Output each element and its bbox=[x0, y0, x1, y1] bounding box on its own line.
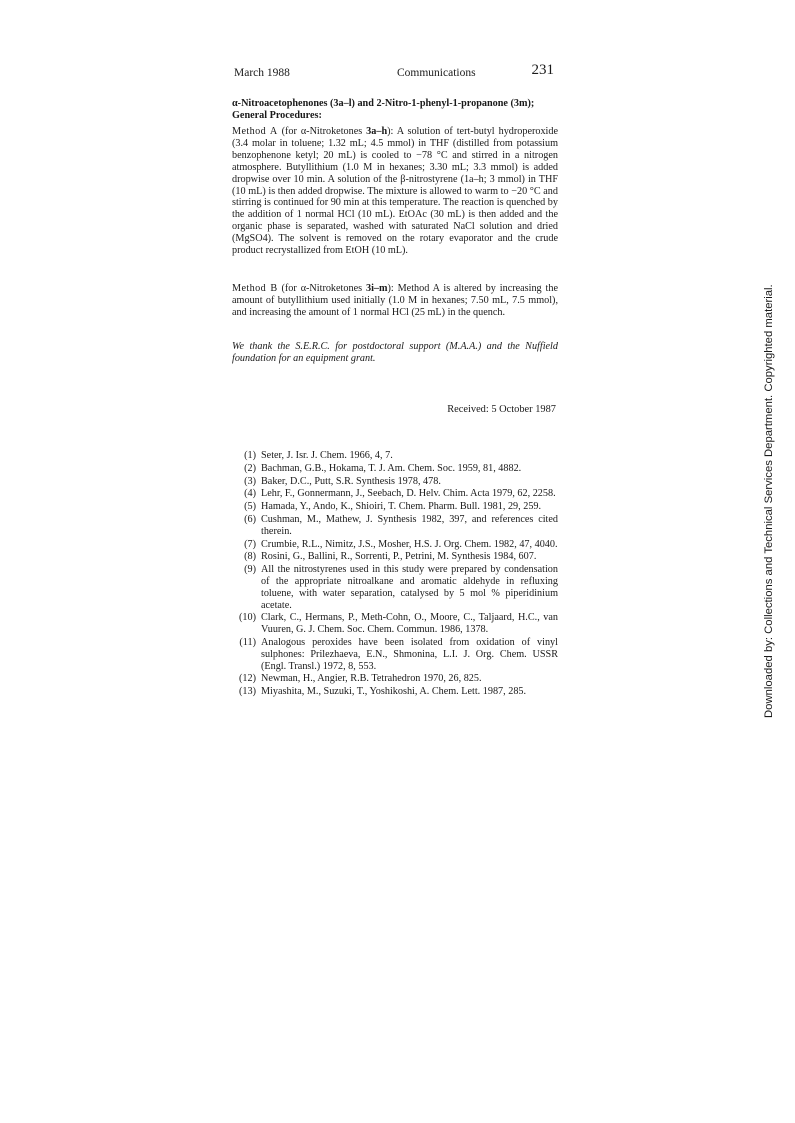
method-a-paragraph bbox=[232, 126, 558, 257]
method-b-text: ): Method A is altered by increasing the amount of butyllithium used initially (1.0 M in hexanes; 7.50 mL, 7.5 mmol), and increasing the amount of 1 normal HCl (25 mL) in the quench. bbox=[232, 283, 558, 318]
reference-item bbox=[232, 637, 558, 672]
reference-item bbox=[232, 539, 558, 551]
method-b-compound: 3i–m bbox=[365, 283, 388, 294]
reference-text: Seter, J. Isr. J. Chem. 1966, 4, 7. bbox=[261, 450, 393, 461]
reference-text: Cushman, M., Mathew, J. Synthesis 1982, 397, and references cited therein. bbox=[261, 513, 558, 537]
method-b-paragraph bbox=[232, 283, 558, 319]
reference-text: All the nitrostyrenes used in this study were prepared by condensation of the appropriate nitroalkane and aromatic aldehyde in refluxing toluene, with water separation, catalysed by 5 mol % piperidinium acetate. bbox=[261, 564, 558, 611]
reference-number: (13) bbox=[239, 686, 256, 698]
reference-item bbox=[232, 551, 558, 563]
reference-list bbox=[232, 450, 558, 699]
procedure-heading: α-Nitroacetophenones (3a–l) and 2-Nitro-1-phenyl-1-propanone (3m); General Procedures: bbox=[232, 98, 535, 121]
reference-number: (7) bbox=[244, 538, 256, 550]
issue-date: March 1988 bbox=[234, 67, 290, 79]
reference-item bbox=[232, 514, 558, 538]
reference-text: Newman, H., Angier, R.B. Tetrahedron 1970, 26, 825. bbox=[261, 673, 482, 685]
reference-item bbox=[232, 686, 558, 698]
reference-text: Rosini, G., Ballini, R., Sorrenti, P., Petrini, M. Synthesis 1984, 607. bbox=[261, 551, 537, 563]
reference-text: Hamada, Y., Ando, K., Shioiri, T. Chem. Pharm. Bull. 1981, 29, 259. bbox=[261, 501, 542, 513]
reference-number: (2) bbox=[244, 462, 256, 474]
reference-number: (9) bbox=[244, 564, 256, 576]
reference-text: Crumbie, R.L., Nimitz, J.S., Mosher, H.S. J. Org. Chem. 1982, 47, 4040. bbox=[261, 538, 558, 550]
method-a-text: ): A solution of tert-butyl hydroperoxide (3.4 molar in toluene; 1.32 mL; 4.5 mmol) in THF (distilled from potassium benzophenone ketyl; 20 mL) is cooled to −78 °C and stirred in a nitrogen atmosphere. Butyllithium (1.0 M in hexanes; 3.30 mL; 3.3 mmol) is added dropwise over 10 min. A solution of the β-nitrostyrene (1a–h; 3 mmol) in THF (10 mL) is then added dropwise. The mixture is allowed to warm to −20 °C and stirring is continued for 90 min at this temperature. The reaction is quenched by the addition of 1 normal HCl (10 mL). EtOAc (30 mL) is then added and the organic phase is separated, washed with saturated NaCl solution and dried (MgSO4). The solvent is removed on the rotary evaporator and the crude product recrystallized from EtOH (10 mL). bbox=[232, 126, 559, 257]
reference-text: Baker, D.C., Putt, S.R. Synthesis 1978, 478. bbox=[261, 475, 441, 487]
reference-item bbox=[232, 450, 558, 462]
reference-item bbox=[232, 476, 558, 488]
reference-text: Clark, C., Hermans, P., Meth-Cohn, O., Moore, C., Taljaard, H.C., van Vuuren, G. J. Chem. Soc. Chem. Commun. 1986, 1378. bbox=[261, 612, 558, 636]
reference-number: (11) bbox=[239, 636, 256, 648]
journal-section: Communications bbox=[397, 67, 476, 79]
reference-number: (4) bbox=[244, 488, 256, 500]
reference-number: (10) bbox=[239, 612, 256, 624]
download-watermark: Downloaded by: Collections and Technical Services Department. Copyrighted material. bbox=[763, 284, 775, 718]
reference-text: Lehr, F., Gonnermann, J., Seebach, D. Helv. Chim. Acta 1979, 62, 2258. bbox=[261, 488, 556, 500]
reference-number: (12) bbox=[239, 673, 256, 685]
reference-text: Analogous peroxides have been isolated from oxidation of vinyl sulphones: Prilezhaeva, E.N., Shmonina, L.I. J. Org. Chem. USSR (Engl. Transl.) 1972, 8, 553. bbox=[261, 636, 558, 672]
page-number: 231 bbox=[531, 62, 554, 78]
reference-item bbox=[232, 564, 558, 611]
method-b-label: Method B bbox=[232, 283, 278, 294]
reference-item bbox=[232, 673, 558, 685]
method-b-lead: (for α-Nitroketones bbox=[277, 283, 366, 294]
reference-item bbox=[232, 501, 558, 513]
reference-item bbox=[232, 463, 558, 475]
method-a-lead: (for α-Nitroketones bbox=[277, 126, 367, 137]
reference-number: (3) bbox=[244, 475, 256, 487]
method-a-compound: 3a–h bbox=[366, 126, 388, 137]
method-a-label: Method A bbox=[232, 126, 278, 137]
running-header bbox=[232, 62, 558, 82]
received-date: Received: 5 October 1987 bbox=[447, 404, 556, 415]
reference-number: (1) bbox=[244, 450, 256, 461]
reference-number: (6) bbox=[244, 513, 256, 525]
reference-text: Bachman, G.B., Hokama, T. J. Am. Chem. Soc. 1959, 81, 4882. bbox=[261, 462, 522, 474]
acknowledgement: We thank the S.E.R.C. for postdoctoral support (M.A.A.) and the Nuffield foundation for an equipment grant. bbox=[232, 341, 558, 364]
reference-text: Miyashita, M., Suzuki, T., Yoshikoshi, A. Chem. Lett. 1987, 285. bbox=[261, 686, 527, 698]
reference-item bbox=[232, 612, 558, 636]
reference-number: (8) bbox=[244, 551, 256, 563]
reference-number: (5) bbox=[244, 501, 256, 513]
reference-item bbox=[232, 488, 558, 500]
